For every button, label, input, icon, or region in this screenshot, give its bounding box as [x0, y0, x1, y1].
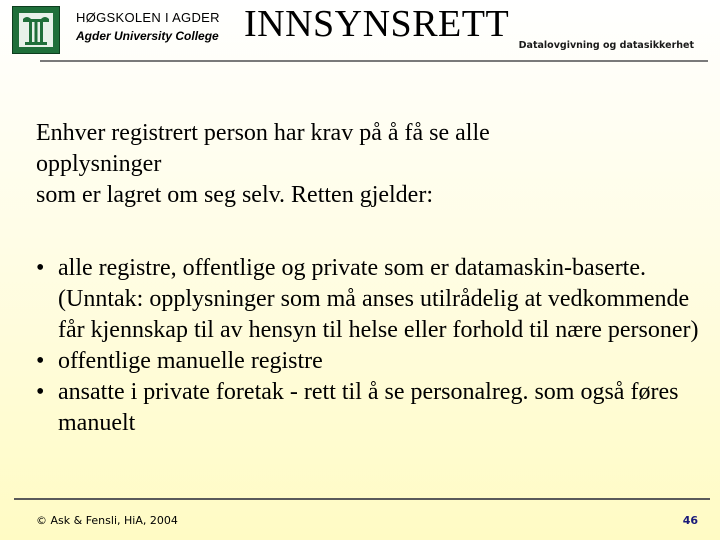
bullet-symbol: • [36, 348, 45, 374]
intro-line: som er lagret om seg selv. Retten gjelder: [36, 182, 433, 208]
list-item-text: offentlige manuelle registre [58, 348, 323, 374]
bullet-symbol: • [36, 379, 45, 405]
list-item [36, 253, 706, 346]
slide-header [0, 0, 720, 60]
school-subtitle: Agder University College [76, 29, 219, 43]
list-item-text: ansatte i private foretak - rett til å se personalreg. som også føres manuelt [58, 379, 679, 436]
intro-line: Enhver registrert person har krav på å få se alle [36, 120, 490, 146]
course-subject: Datalovgivning og datasikkerhet [518, 40, 694, 51]
footer-divider [14, 498, 710, 500]
bullet-list [36, 253, 706, 439]
footer-copyright: © Ask & Fensli, HiA, 2004 [36, 514, 178, 527]
page-number: 46 [682, 514, 698, 527]
school-name: HØGSKOLEN I AGDER [76, 10, 220, 25]
list-item [36, 377, 706, 439]
list-item [36, 346, 706, 377]
intro-text [36, 118, 696, 211]
bullet-symbol: • [36, 255, 45, 281]
list-item-text: alle registre, offentlige og private som er datamaskin-baserte. (Unntak: opplysninger som må anses utilrådelig at vedkommende får kjennskap til av hensyn til helse eller forhold til nære personer) [58, 255, 699, 343]
intro-line: opplysninger [36, 151, 162, 177]
slide-title: INNSYNSRETT [244, 3, 510, 45]
column-logo-icon [12, 6, 60, 54]
header-divider [40, 60, 708, 62]
